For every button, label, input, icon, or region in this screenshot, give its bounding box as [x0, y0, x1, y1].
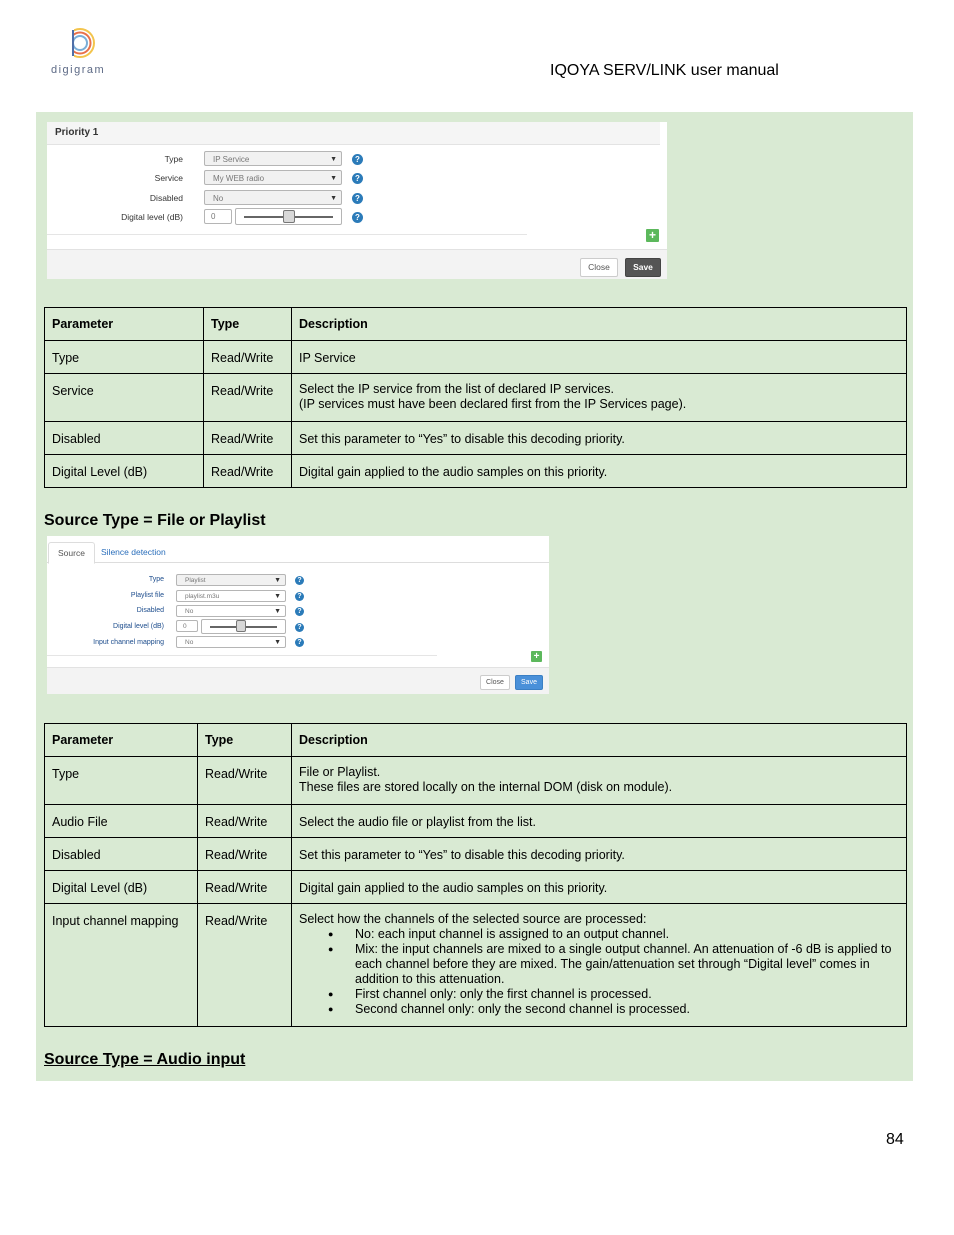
type-select[interactable] — [204, 151, 342, 166]
digital-level-slider[interactable] — [201, 619, 286, 634]
type-select-value: IP Service — [213, 155, 250, 164]
list-item: ● Second channel only: only the second channel is processed. — [355, 1002, 899, 1017]
description-line: Select the audio file or playlist from the list. — [299, 815, 536, 829]
field-label-input-channel-mapping: Input channel mapping — [93, 639, 164, 646]
playlist-file-select[interactable] — [176, 590, 286, 602]
page-number: 84 — [886, 1131, 904, 1148]
chevron-down-icon: ▼ — [274, 639, 281, 646]
description-line: Digital gain applied to the audio samples on this priority. — [299, 881, 608, 895]
table-row — [45, 422, 907, 455]
document-title: IQOYA SERV/LINK user manual — [550, 62, 779, 79]
field-label-playlist-file: Playlist file — [130, 592, 164, 599]
column-header: Description — [292, 724, 907, 757]
table-row — [45, 757, 907, 805]
tab-bar — [47, 536, 549, 563]
field-label-digital-level: Digital level (dB) — [113, 623, 164, 630]
list-item: ● No: each input channel is assigned to an output channel. — [355, 927, 899, 942]
param-cell: Disabled — [45, 838, 198, 871]
type-cell: Read/Write — [204, 374, 292, 422]
table-header-row — [45, 308, 907, 341]
divider — [47, 655, 437, 656]
slider-thumb[interactable] — [236, 620, 246, 632]
description-cell — [292, 422, 907, 455]
field-label-disabled: Disabled — [149, 193, 183, 203]
disabled-select-value: No — [213, 194, 224, 203]
disabled-select[interactable] — [204, 190, 342, 205]
table-header-row — [45, 724, 907, 757]
add-priority-button[interactable]: + — [646, 229, 659, 242]
param-cell: Type — [45, 341, 204, 374]
logo-text: digigram — [51, 64, 106, 76]
type-cell: Read/Write — [198, 805, 292, 838]
description-cell — [292, 341, 907, 374]
table-row — [45, 805, 907, 838]
help-icon[interactable]: ? — [352, 173, 363, 184]
list-item: ● Mix: the input channels are mixed to a single output channel. An attenuation of -6 dB is applied to each channel before they are mixed. The gain/attenuation set through “Digital level” comes in addition to this attenuation. — [355, 942, 899, 987]
description-line: File or Playlist. — [299, 765, 381, 779]
field-label-type: Type — [164, 154, 183, 164]
type-cell: Read/Write — [198, 757, 292, 805]
description-cell — [292, 374, 907, 422]
tab-source[interactable]: Source — [48, 542, 95, 564]
section-heading-audio-input: Source Type = Audio input — [44, 1051, 246, 1068]
type-cell: Read/Write — [204, 422, 292, 455]
panel-footer — [47, 667, 549, 694]
param-cell: Audio File — [45, 805, 198, 838]
table-row — [45, 838, 907, 871]
disabled-select[interactable] — [176, 605, 286, 617]
param-cell: Service — [45, 374, 204, 422]
channel-mapping-options-list — [299, 927, 899, 1017]
panel-title: Priority 1 — [47, 122, 660, 145]
close-button[interactable]: Close — [480, 675, 510, 690]
chevron-down-icon: ▼ — [274, 608, 281, 615]
chevron-down-icon: ▼ — [330, 175, 337, 182]
column-header: Type — [198, 724, 292, 757]
table-row — [45, 455, 907, 488]
description-cell — [292, 904, 907, 1027]
help-icon[interactable]: ? — [295, 576, 304, 585]
save-button[interactable]: Save — [515, 675, 543, 690]
description-cell — [292, 757, 907, 805]
disabled-select-value: No — [185, 608, 194, 615]
playlist-file-value: playlist.m3u — [185, 593, 220, 600]
param-cell: Digital Level (dB) — [45, 871, 198, 904]
column-header: Description — [292, 308, 907, 341]
add-source-button[interactable]: + — [531, 651, 542, 662]
file-playlist-parameters-table — [44, 723, 907, 1027]
input-channel-mapping-select[interactable] — [176, 636, 286, 648]
priority-settings-screenshot — [47, 122, 667, 278]
service-select-value: My WEB radio — [213, 174, 265, 183]
section-heading-file-playlist: Source Type = File or Playlist — [44, 512, 266, 529]
chevron-down-icon: ▼ — [330, 195, 337, 202]
tab-silence-detection[interactable]: Silence detection — [101, 547, 166, 557]
list-item: ● First channel only: only the first channel is processed. — [355, 987, 899, 1002]
slider-thumb[interactable] — [283, 210, 295, 223]
help-icon[interactable]: ? — [295, 592, 304, 601]
table-row — [45, 871, 907, 904]
description-cell — [292, 871, 907, 904]
chevron-down-icon: ▼ — [274, 577, 281, 584]
type-cell: Read/Write — [204, 341, 292, 374]
digital-level-input[interactable]: 0 — [204, 209, 232, 224]
file-playlist-settings-screenshot — [47, 536, 549, 693]
save-button[interactable]: Save — [625, 258, 661, 277]
digital-level-slider[interactable] — [235, 208, 342, 225]
description-line: These files are stored locally on the internal DOM (disk on module). — [299, 780, 673, 794]
service-select[interactable] — [204, 170, 342, 185]
column-header: Parameter — [45, 724, 198, 757]
description-line: Digital gain applied to the audio samples on this priority. — [299, 465, 608, 479]
description-line: (IP services must have been declared first from the IP Services page). — [299, 397, 687, 411]
field-label-disabled: Disabled — [136, 607, 164, 614]
type-cell: Read/Write — [198, 871, 292, 904]
description-cell — [292, 838, 907, 871]
field-label-digital-level: Digital level (dB) — [121, 212, 183, 222]
table-row — [45, 341, 907, 374]
chevron-down-icon: ▼ — [330, 156, 337, 163]
table-row — [45, 374, 907, 422]
description-line: Select the IP service from the list of declared IP services. — [299, 382, 614, 396]
description-line: IP Service — [299, 351, 356, 365]
help-icon[interactable]: ? — [295, 607, 304, 616]
help-icon[interactable]: ? — [352, 212, 363, 223]
field-label-type: Type — [148, 576, 164, 583]
description-line: Select how the channels of the selected source are processed: — [299, 912, 647, 926]
chevron-down-icon: ▼ — [274, 593, 281, 600]
type-cell: Read/Write — [198, 904, 292, 1027]
description-line: Set this parameter to “Yes” to disable this decoding priority. — [299, 432, 625, 446]
column-header: Type — [204, 308, 292, 341]
type-cell: Read/Write — [204, 455, 292, 488]
help-icon[interactable]: ? — [352, 154, 363, 165]
table-row — [45, 904, 907, 1027]
ip-service-parameters-table — [44, 307, 907, 488]
close-button[interactable]: Close — [580, 258, 618, 277]
type-cell: Read/Write — [198, 838, 292, 871]
param-cell: Digital Level (dB) — [45, 455, 204, 488]
field-label-service: Service — [154, 173, 183, 183]
type-select[interactable] — [176, 574, 286, 586]
param-cell: Input channel mapping — [45, 904, 198, 1027]
description-line: Set this parameter to “Yes” to disable this decoding priority. — [299, 848, 625, 862]
divider — [47, 234, 527, 235]
type-select-value: Playlist — [185, 577, 206, 584]
channel-mapping-value: No — [185, 639, 194, 646]
digital-level-input[interactable]: 0 — [176, 620, 198, 632]
help-icon[interactable]: ? — [295, 623, 304, 632]
column-header: Parameter — [45, 308, 204, 341]
param-cell: Type — [45, 757, 198, 805]
description-cell — [292, 455, 907, 488]
help-icon[interactable]: ? — [295, 638, 304, 647]
param-cell: Disabled — [45, 422, 204, 455]
panel-footer — [47, 249, 667, 279]
help-icon[interactable]: ? — [352, 193, 363, 204]
description-cell — [292, 805, 907, 838]
